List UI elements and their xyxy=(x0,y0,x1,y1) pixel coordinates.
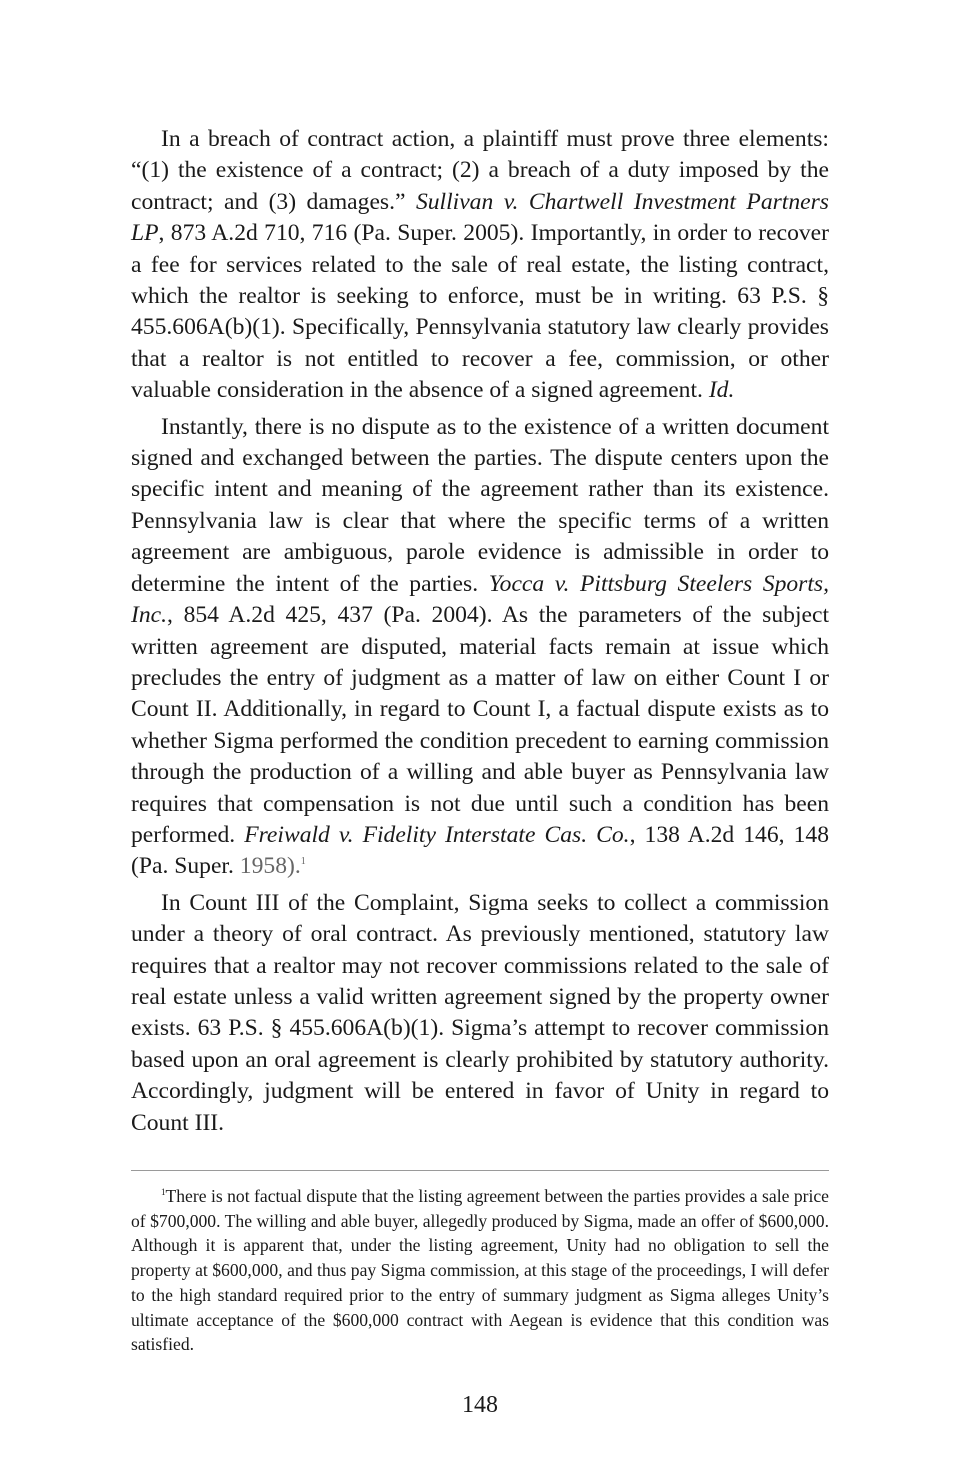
footnote-text: There is not factual dispute that the listing agreement between the parties provides a sale price of $700,000. The willing and able buyer, allegedly produced by Sigma, made an offer of $600,000. Although it is apparent that, under the listing agreement, Unity had no obligation to sell the property at $600,000, and thus pay Sigma commission, at this stage of the proceedings, I will defer to the high standard required prior to the entry of summary judgment as Sigma alleges Unity’s ultimate acceptance of the $600,000 contract with Aegean is evidence that this condition was satisfied. xyxy=(131,1186,829,1355)
text-run: , 138 A.2d 146, 148 (Pa. Super. xyxy=(131,821,829,880)
text-run: In a breach of contract action, a plaintiff must prove three elements: “(1) the existence of a contract; (2) a breach of a duty imposed by the contract; and (3) damages.” xyxy=(131,126,829,215)
paragraph-breach-of-contract xyxy=(131,124,829,407)
text-run: In Count III of the Complaint, Sigma seeks to collect a commission under a theory of oral contract. As previously mentioned, statutory law requires that a realtor may not recover commissions related to the sale of real estate unless a valid written agreement signed by the property owner exists. 63 P.S. § 455.606A(b)(1). Sigma’s attempt to recover commission based upon an oral agreement is clearly prohibited by statutory authority. Accordingly, judgment will be entered in favor of Unity in regard to Count III. xyxy=(131,889,829,1136)
footnote-reference: 1 xyxy=(300,856,306,868)
paragraph-count-three xyxy=(131,888,829,1139)
citation-id: Id. xyxy=(708,377,735,404)
case-citation-sullivan: Sullivan v. Chartwell Investment Partners LP xyxy=(131,188,829,247)
footnote-marker: 1 xyxy=(161,1187,166,1197)
paragraph-written-document xyxy=(131,412,829,883)
text-run: Instantly, there is no dispute as to the existence of a written document signed and exchanged between the parties. The dispute centers upon the specific intent and meaning of the agreement rather than its existence. Pennsylvania law is clear that where the specific terms of a written agreement are ambiguous, parole evidence is admissible in order to determine the intent of the parties. xyxy=(131,413,829,597)
text-run: , 854 A.2d 425, 437 (Pa. 2004). As the parameters of the subject written agreement are disputed, material facts remain at issue which precludes the entry of judgment as a matter of law on either Count I or Count II. Additionally, in regard to Count I, a factual dispute exists as to whether Sigma performed the condition precedent to earning commission through the production of a willing and able buyer as Pennsylvania law requires that compensation is not due until such a condition has been performed. xyxy=(131,602,829,848)
footnote-divider xyxy=(131,1170,829,1171)
text-run: , 873 A.2d 710, 716 (Pa. Super. 2005). Importantly, in order to recover a fee for services related to the sale of real estate, the listing contract, which the realtor is seeking to enforce, must be in writing. 63 P.S. § 455.606A(b)(1). Specifically, Pennsylvania statutory law clearly provides that a realtor is not entitled to recover a fee, commission, or other valuable consideration in the absence of a signed agreement. xyxy=(131,220,829,404)
footnote xyxy=(131,1184,829,1357)
case-citation-yocca: Yocca v. Pittsburg Steelers Sports, Inc. xyxy=(131,570,829,629)
case-citation-freiwald: Freiwald v. Fidelity Interstate Cas. Co. xyxy=(244,821,630,848)
page-number: 148 xyxy=(462,1392,498,1418)
body-text xyxy=(131,124,829,1139)
citation-year: 1958). xyxy=(239,853,301,880)
